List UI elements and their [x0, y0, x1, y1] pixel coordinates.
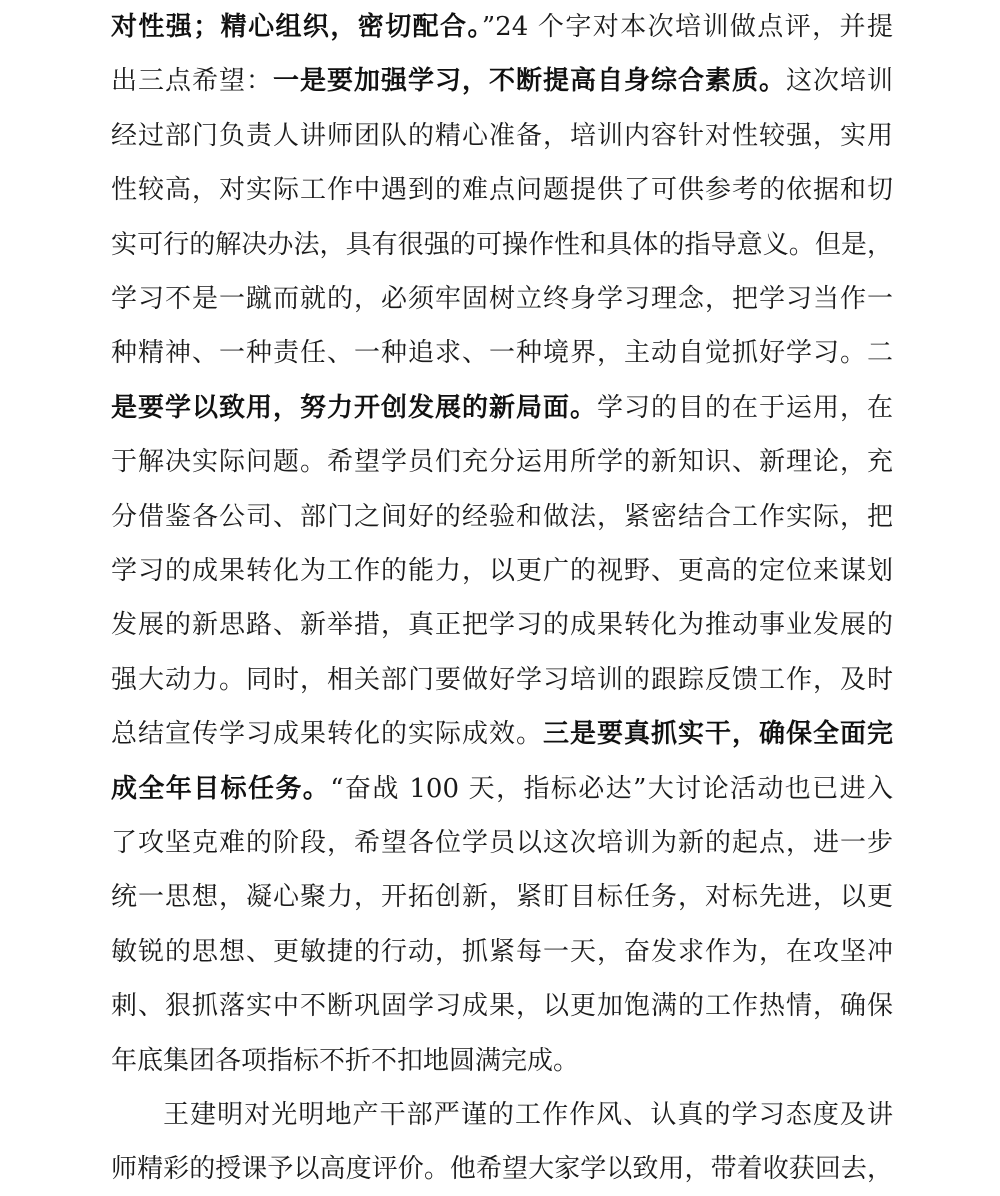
- text-line: [111, 490, 893, 544]
- text-span: 王建明对光明地产干部严谨的工作作风、认真的学习态度及讲: [163, 1100, 893, 1130]
- text-span: 分借鉴各公司、部门之间好的经验和做法，紧密结合工作实际，把: [111, 501, 893, 532]
- text-span: ”24 个字对本次培训做点评，并提: [481, 12, 893, 42]
- text-span: 这次培训: [785, 66, 893, 97]
- text-line: [111, 870, 893, 924]
- paragraph-first-line: [163, 1088, 893, 1142]
- text-span: 种精神、一种责任、一种追求、一种境界，主动自觉抓好学习。二: [111, 338, 893, 369]
- text-span: 学习不是一蹴而就的，必须牢固树立终身学习理念，把学习当作一: [111, 284, 893, 314]
- bold-text-span: 成全年目标任务。: [111, 773, 331, 804]
- text-span: 出三点希望：: [111, 66, 273, 97]
- text-line: [111, 1142, 893, 1196]
- text-line: [111, 762, 893, 816]
- text-line: [111, 979, 893, 1033]
- text-span: 学习的目的在于运用，在: [596, 392, 893, 423]
- bold-text-span: 是要学以致用，努力开创发展的新局面。: [111, 392, 597, 423]
- text-line: [111, 816, 893, 870]
- text-line: [111, 54, 893, 108]
- text-span: “奋战 100 天，指标必达”大讨论活动也已进入: [330, 773, 893, 804]
- text-span: 强大动力。同时，相关部门要做好学习培训的跟踪反馈工作，及时: [111, 664, 893, 695]
- text-span: 敏锐的思想、更敏捷的行动，抓紧每一天，奋发求作为，在攻坚冲: [111, 936, 893, 967]
- text-line: [111, 707, 893, 761]
- bold-text-span: 一是要加强学习，不断提高自身综合素质。: [273, 66, 786, 97]
- text-line: [111, 1034, 893, 1088]
- text-line: [111, 326, 893, 380]
- text-line: [111, 0, 893, 54]
- text-span: 师精彩的授课予以高度评价。他希望大家学以致用，带着收获回去，: [111, 1154, 893, 1185]
- text-line: [111, 218, 893, 272]
- text-line: [111, 163, 893, 217]
- text-line: [111, 653, 893, 707]
- text-span: 刺、狠抓落实中不断巩固学习成果，以更加饱满的工作热情，确保: [111, 991, 893, 1022]
- text-line: [111, 925, 893, 979]
- text-span: 总结宣传学习成果转化的实际成效。: [111, 719, 543, 750]
- text-span: 统一思想，凝心聚力，开拓创新，紧盯目标任务，对标先进，以更: [111, 882, 893, 913]
- text-span: 学习的成果转化为工作的能力，以更广的视野、更高的定位来谋划: [111, 556, 893, 586]
- text-span: 性较高，对实际工作中遇到的难点问题提供了可供参考的依据和切: [111, 175, 893, 206]
- text-line: [111, 544, 893, 598]
- text-span: 于解决实际问题。希望学员们充分运用所学的新知识、新理论，充: [111, 447, 893, 478]
- text-span: 经过部门负责人讲师团队的精心准备，培训内容针对性较强，实用: [111, 120, 893, 151]
- text-span: 发展的新思路、新举措，真正把学习的成果转化为推动事业发展的: [111, 610, 893, 641]
- text-line: [111, 435, 893, 489]
- text-line: [111, 272, 893, 326]
- text-span: 了攻坚克难的阶段，希望各位学员以这次培训为新的起点，进一步: [111, 828, 893, 858]
- text-line: [111, 598, 893, 652]
- text-span: 实可行的解决办法，具有很强的可操作性和具体的指导意义。但是，: [111, 229, 893, 260]
- text-span: 年底集团各项指标不折不扣地圆满完成。: [111, 1045, 580, 1076]
- text-line: [111, 109, 893, 163]
- bold-text-span: 三是要真抓实干，确保全面完: [542, 719, 893, 750]
- bold-text-span: 对性强；精心组织，密切配合。: [111, 12, 482, 42]
- text-line: [111, 381, 893, 435]
